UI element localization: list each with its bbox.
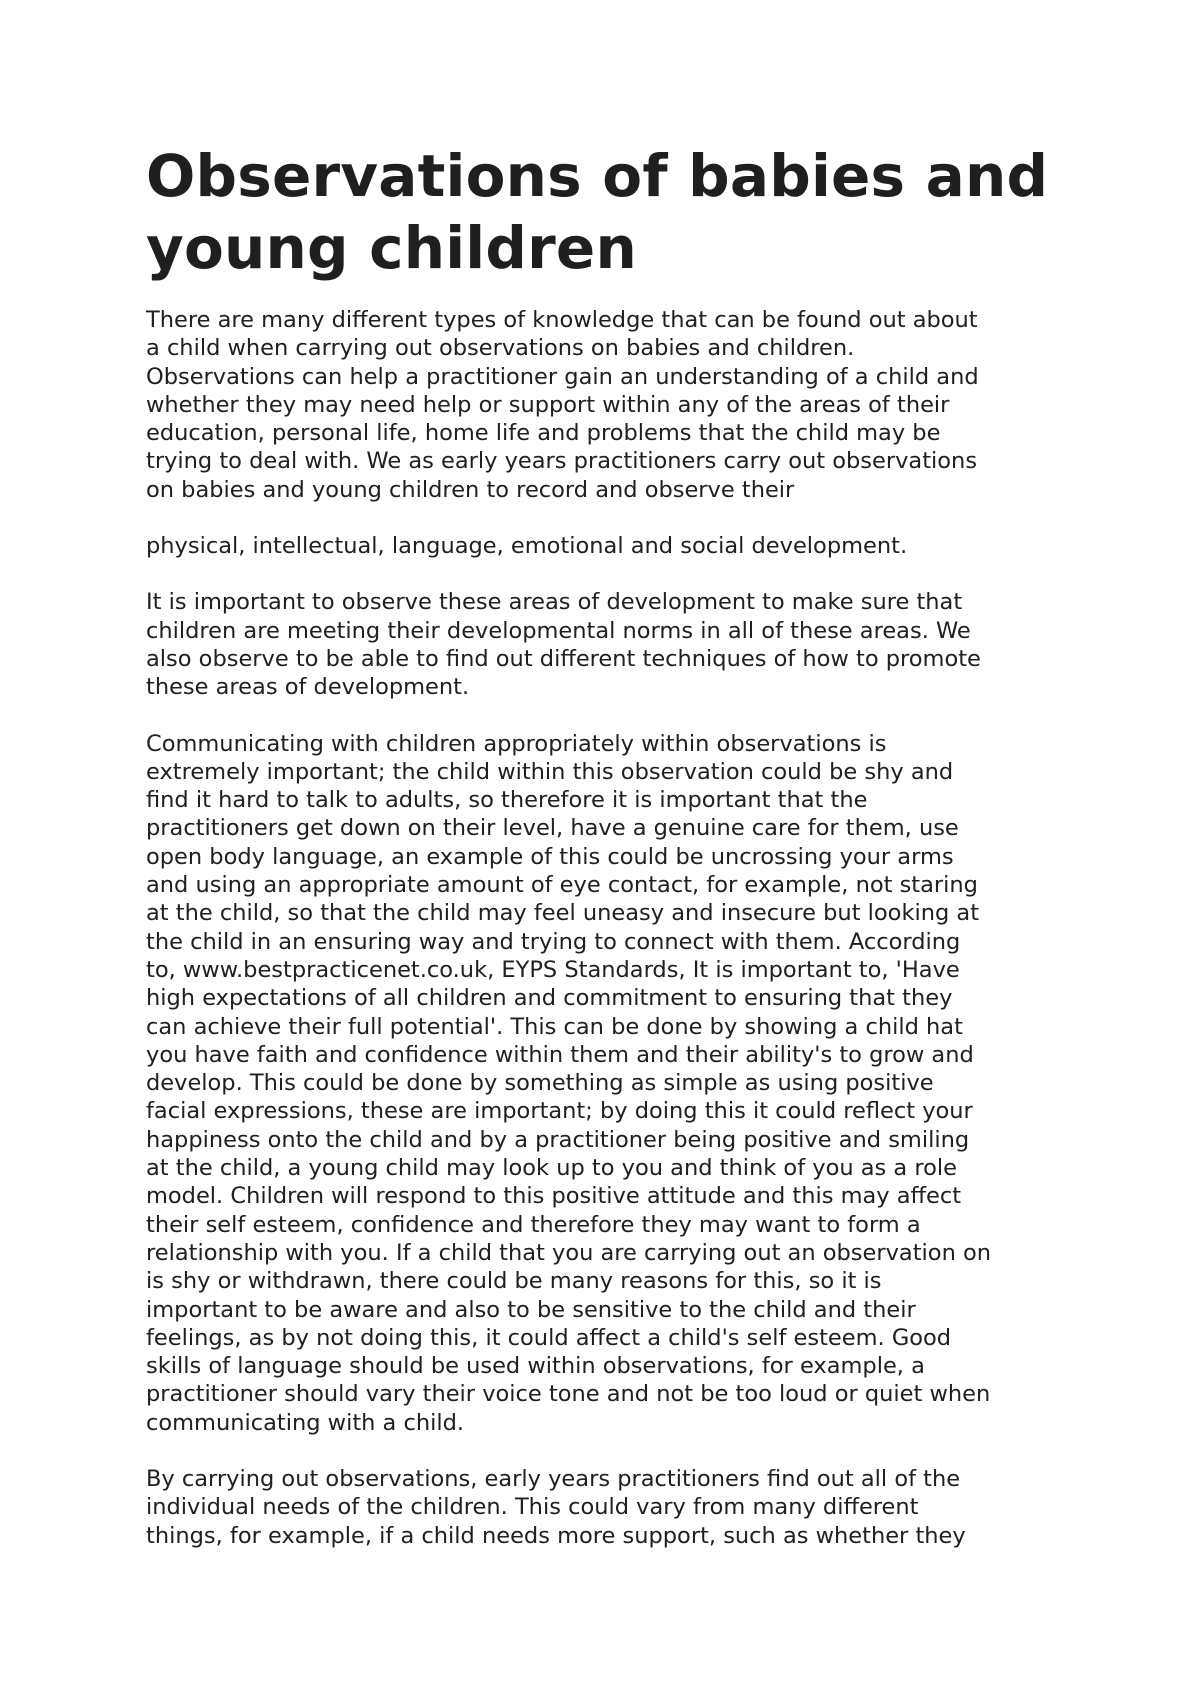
paragraph-2: physical, intellectual, language, emotional and social development. — [146, 533, 908, 560]
paragraph-3: It is important to observe these areas of development to make sure that children are meeting their developmental norms in all of these areas. We also observe to be able to find out different techniques of how to promote these areas of development. — [146, 589, 981, 701]
document-title: Observations of babies and young children — [146, 142, 1049, 282]
paragraph-5: By carrying out observations, early years practitioners find out all of the individual needs of the children. This could vary from many different things, for example, if a child needs more support, such as whether they — [146, 1465, 966, 1549]
paragraph-4: Communicating with children appropriately within observations is extremely important; the child within this observation could be shy and find it hard to talk to adults, so therefore it is important that the practitioners get down on their level, have a genuine care for them, use open body language, an example of this could be uncrossing your arms and using an appropriate amount of eye contact, for example, not staring at the child, so that the child may feel uneasy and insecure but looking at the child in an ensuring way and trying to connect with them. According to, www.bestpracticenet.co.uk, EYPS Standards, It is important to, 'Have high expectations of all children and commitment to ensuring that they can achieve their full potential'. This can be done by showing a child hat you have faith and confidence within them and their ability's to grow and develop. This could be done by something as simple as using positive facial expressions, these are important; by doing this it could reflect your happiness onto the child and by a practitioner being positive and smiling at the child, a young child may look up to you and think of you as a role model. Children will respond to this positive attitude and this may affect their self esteem, confidence and therefore they may want to form a relationship with you. If a child that you are carrying out an observation on is shy or withdrawn, there could be many reasons for this, so it is important to be aware and also to be sensitive to the child and their feelings, as by not doing this, it could affect a child's self esteem. Good skills of language should be used within observations, for example, a practitioner should vary their voice tone and not be too loud or quiet when communicating with a child. — [146, 730, 992, 1436]
paragraph-1: There are many different types of knowledge that can be found out about a child when carrying out observations on babies and children. Observations can help a practitioner gain an understanding of a child and whether they may need help or support within any of the areas of their education, personal life, home life and problems that the child may be trying to deal with. We as early years practitioners carry out observations on babies and young children to record and observe their — [146, 307, 979, 503]
document-page — [146, 140, 1076, 1578]
